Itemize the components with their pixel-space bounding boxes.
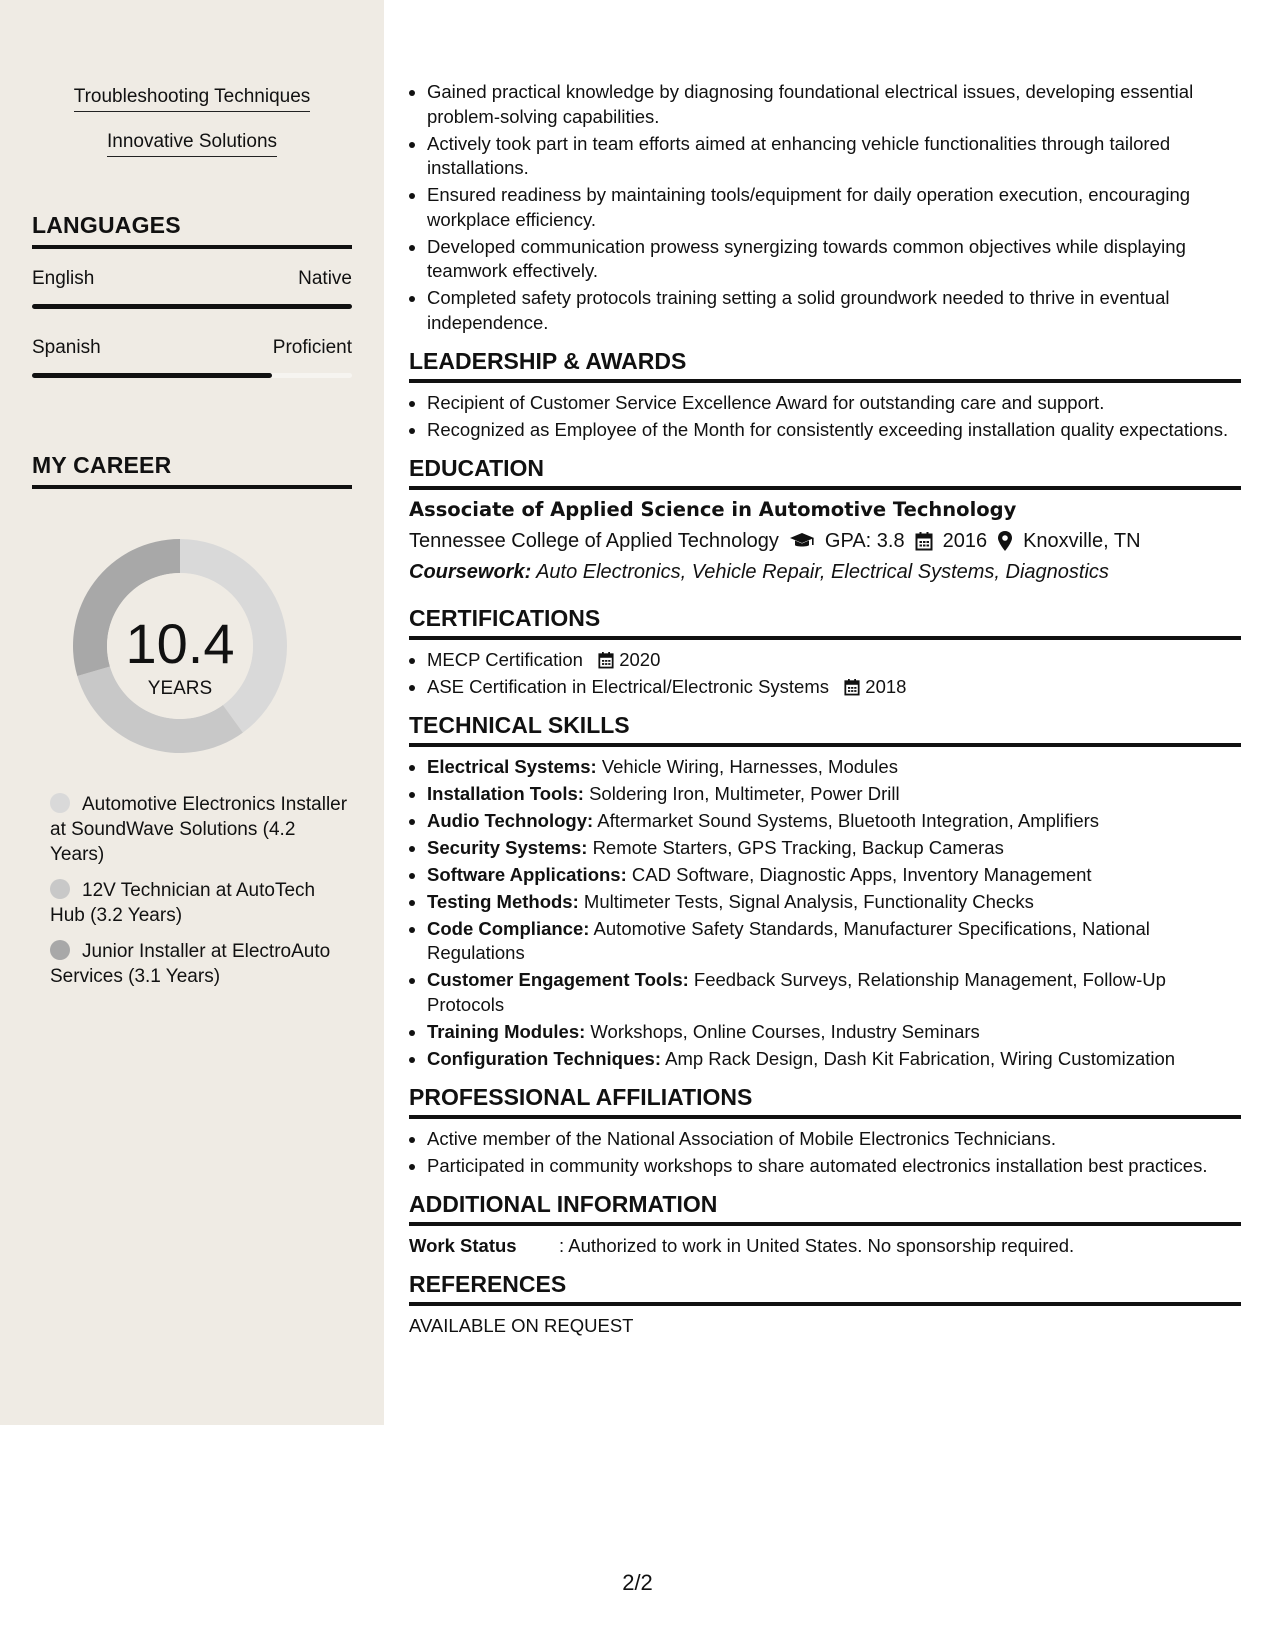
list-item: • Recipient of Customer Service Excellence Award for outstanding care and support. (427, 391, 1241, 416)
language-level-fill (32, 373, 272, 378)
work-status-value: : Authorized to work in United States. No sponsorship required. (559, 1234, 1075, 1256)
language-level: Proficient (272, 337, 352, 358)
language-level-bar (32, 373, 352, 378)
certifications-list (409, 648, 1241, 700)
list-item: • Completed safety protocols training setting a solid groundwork needed to thrive in eventual independence. (427, 286, 1241, 335)
affiliations-heading: PROFESSIONAL AFFILIATIONS (409, 1085, 1241, 1119)
work-status-label: Work Status (409, 1234, 517, 1256)
list-item: • ASE Certification in Electrical/Electronic Systems 2018 (427, 675, 1241, 700)
skills-heading: TECHNICAL SKILLS (409, 713, 1241, 747)
list-item: • Audio Technology: Aftermarket Sound Systems, Bluetooth Integration, Amplifiers (427, 809, 1241, 834)
additional-info-heading: ADDITIONAL INFORMATION (409, 1192, 1241, 1226)
list-item: • Participated in community workshops to share automated electronics installation best practices. (427, 1154, 1241, 1179)
education-degree: Associate of Applied Science in Automotive Technology (409, 497, 1017, 521)
graduation-cap-icon (789, 531, 815, 551)
legend-dot (50, 793, 70, 813)
page-number: 2/2 (622, 1570, 653, 1595)
education-location: Knoxville, TN (1023, 530, 1141, 552)
main-content (409, 80, 1241, 1338)
skill-tag: Innovative Solutions (32, 131, 352, 157)
career-entry: Automotive Electronics Installer at SoundWave Solutions (4.2 Years) (50, 794, 348, 865)
leadership-list (409, 391, 1241, 443)
languages-heading: LANGUAGES (32, 212, 352, 249)
list-item: • Training Modules: Workshops, Online Courses, Industry Seminars (427, 1020, 1241, 1045)
leadership-heading: LEADERSHIP & AWARDS (409, 349, 1241, 383)
skills-list (409, 755, 1241, 1072)
education-coursework: Coursework: Auto Electronics, Vehicle Repair, Electrical Systems, Diagnostics (409, 560, 1109, 583)
calendar-icon (598, 651, 614, 669)
list-item: • Code Compliance: Automotive Safety Standards, Manufacturer Specifications, National Regulations (427, 917, 1241, 966)
career-donut-chart (62, 528, 298, 764)
language-english (32, 268, 352, 309)
calendar-icon (844, 678, 860, 696)
language-level: Native (298, 268, 352, 289)
education-school: Tennessee College of Applied Technology (409, 530, 779, 552)
career-entry: 12V Technician at AutoTech Hub (3.2 Years) (50, 880, 316, 926)
experience-bullets (409, 80, 1241, 335)
language-name: English (32, 268, 95, 289)
list-item: • Actively took part in team efforts aimed at enhancing vehicle functionalities through tailored installations. (427, 132, 1241, 181)
work-status-row (409, 1234, 1241, 1259)
career-unit: YEARS (147, 678, 213, 699)
legend-dot (50, 940, 70, 960)
list-item: • Electrical Systems: Vehicle Wiring, Harnesses, Modules (427, 755, 1241, 780)
language-level-bar (32, 304, 352, 309)
language-level-fill (32, 304, 352, 309)
list-item: • Ensured readiness by maintaining tools/equipment for daily operation execution, encouraging workplace efficiency. (427, 183, 1241, 232)
list-item: • Developed communication prowess synergizing towards common objectives while displaying teamwork effectively. (427, 235, 1241, 284)
list-item: • Active member of the National Association of Mobile Electronics Technicians. (427, 1127, 1241, 1152)
list-item: • Customer Engagement Tools: Feedback Surveys, Relationship Management, Follow-Up Protocols (427, 968, 1241, 1017)
career-entry: Junior Installer at ElectroAuto Services (3.1 Years) (50, 941, 331, 987)
career-legend (50, 792, 350, 1000)
list-item: • MECP Certification 2020 (427, 648, 1241, 673)
references-text: AVAILABLE ON REQUEST (409, 1314, 634, 1336)
skill-tag: Troubleshooting Techniques (32, 86, 352, 112)
career-heading: MY CAREER (32, 452, 352, 489)
list-item: • Security Systems: Remote Starters, GPS Tracking, Backup Cameras (427, 836, 1241, 861)
list-item: • Installation Tools: Soldering Iron, Multimeter, Power Drill (427, 782, 1241, 807)
legend-dot (50, 879, 70, 899)
affiliations-list (409, 1127, 1241, 1179)
list-item: • Configuration Techniques: Amp Rack Design, Dash Kit Fabrication, Wiring Customization (427, 1047, 1241, 1072)
career-total: 10.4 (125, 612, 235, 675)
sidebar (0, 0, 384, 1425)
references-heading: REFERENCES (409, 1272, 1241, 1306)
list-item: • Recognized as Employee of the Month for consistently exceeding installation quality expectations. (427, 418, 1241, 443)
list-item: • Gained practical knowledge by diagnosing foundational electrical issues, developing essential problem-solving capabilities. (427, 80, 1241, 129)
language-spanish (32, 337, 352, 378)
language-name: Spanish (32, 337, 101, 358)
education-details (409, 529, 1241, 554)
education-year: 2016 (942, 530, 988, 552)
calendar-icon (915, 531, 933, 551)
certifications-heading: CERTIFICATIONS (409, 606, 1241, 640)
list-item: • Testing Methods: Multimeter Tests, Signal Analysis, Functionality Checks (427, 890, 1241, 915)
education-gpa: GPA: 3.8 (824, 530, 905, 552)
education-heading: EDUCATION (409, 456, 1241, 490)
map-pin-icon (997, 530, 1013, 552)
list-item: • Software Applications: CAD Software, Diagnostic Apps, Inventory Management (427, 863, 1241, 888)
